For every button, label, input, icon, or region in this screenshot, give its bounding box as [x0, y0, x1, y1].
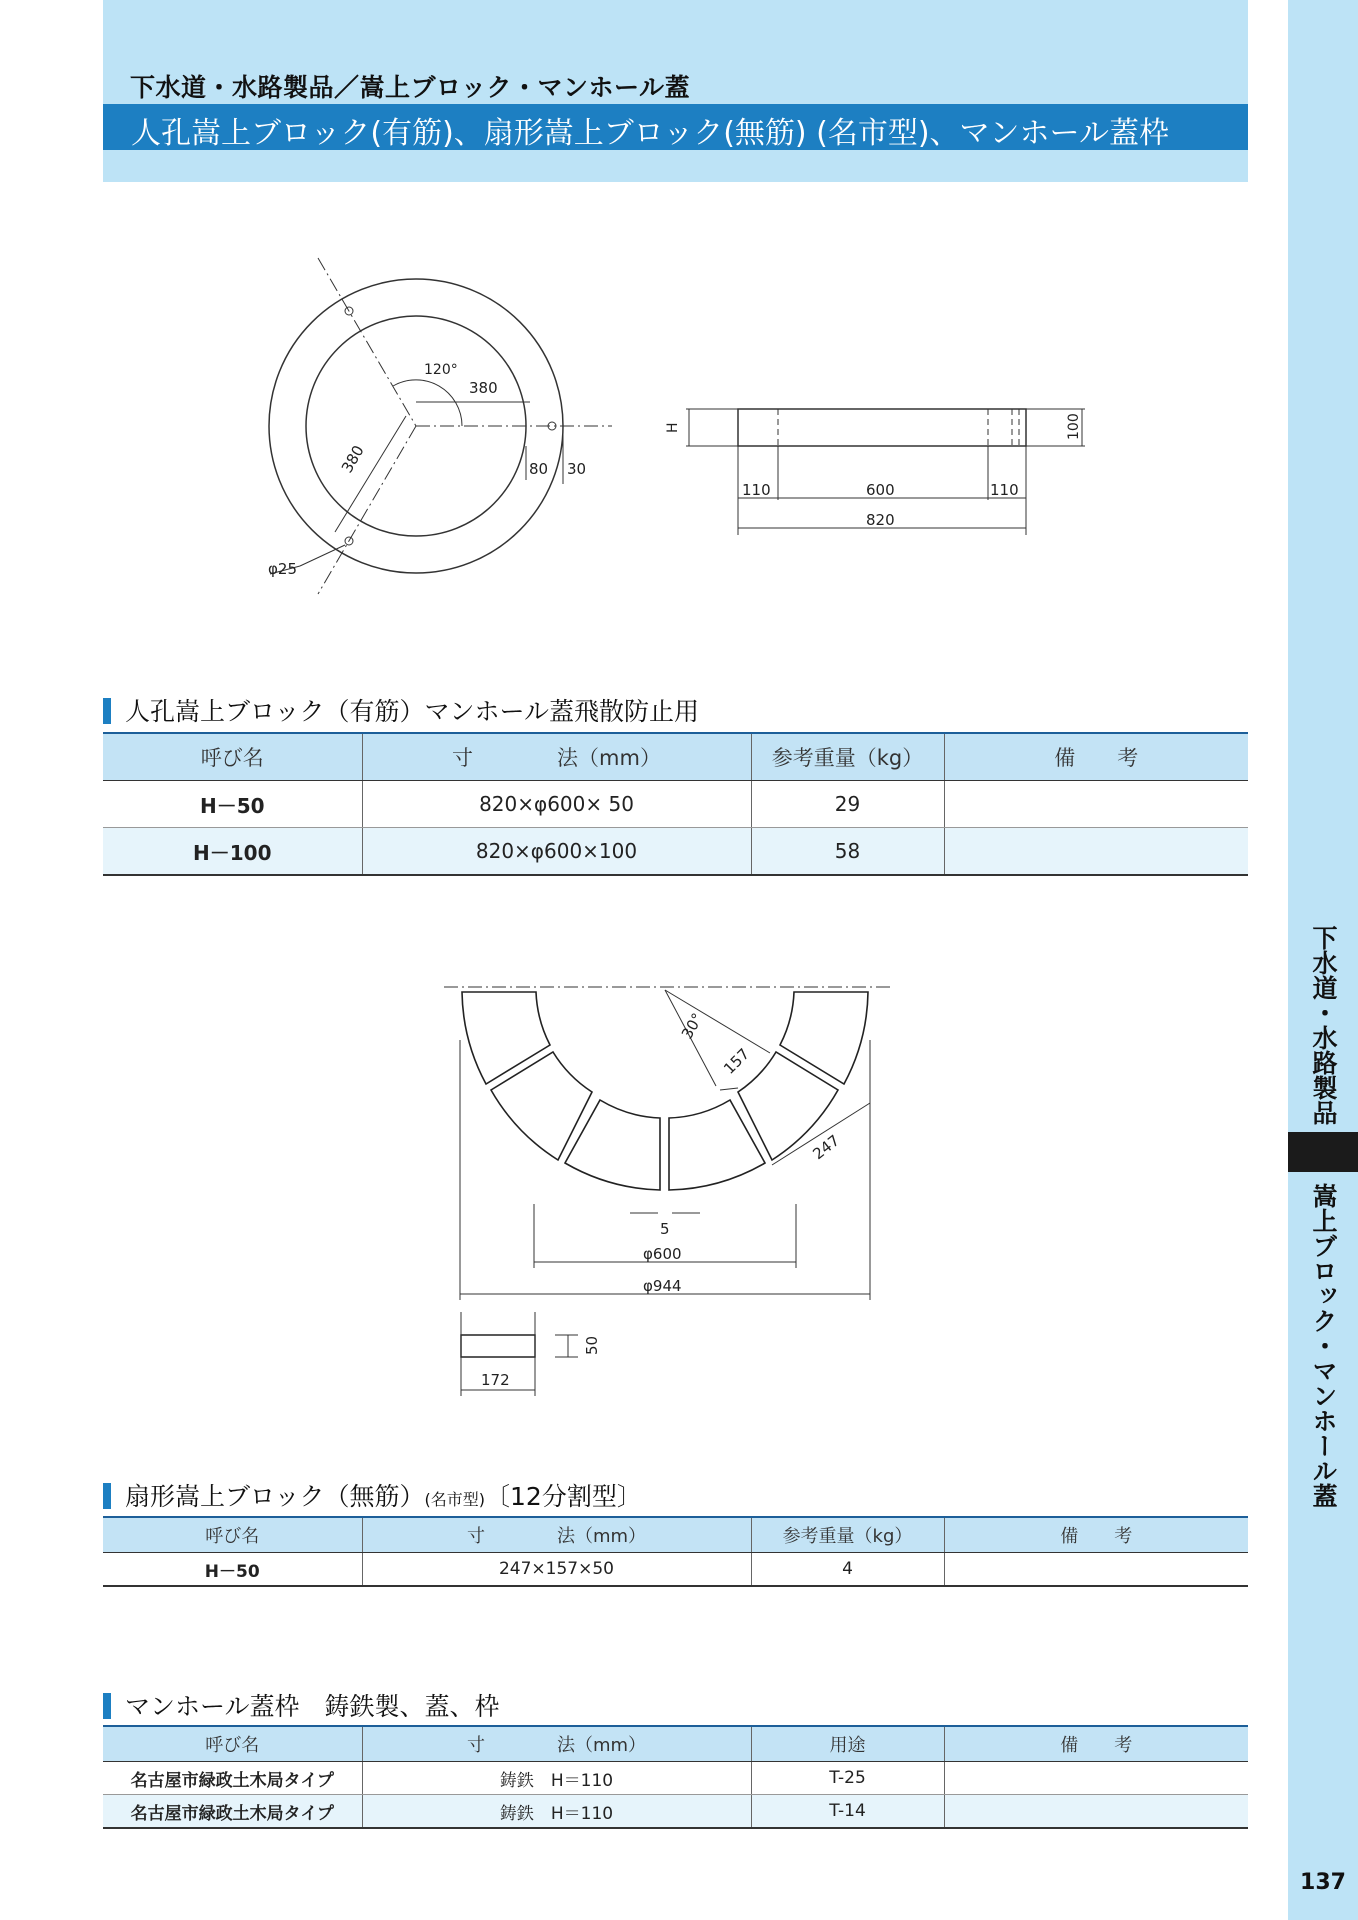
- sector-piece: [669, 1100, 765, 1190]
- sector-piece: [462, 992, 550, 1084]
- section2-title-main: 扇形嵩上ブロック（無筋）: [125, 1482, 425, 1511]
- col-weight: 参考重量（kg）: [751, 733, 944, 781]
- dim-157-label: 157: [720, 1044, 754, 1078]
- cell-name: 名古屋市緑政土木局タイプ: [103, 1762, 362, 1795]
- sector-piece: [491, 1052, 592, 1160]
- side-label-top: 下水道・水路製品: [1309, 925, 1338, 1125]
- cell-size: 247×157×50: [362, 1553, 751, 1587]
- section-marker: [103, 1483, 111, 1509]
- section1-title-text: 人孔嵩上ブロック（有筋）マンホール蓋飛散防止用: [125, 697, 700, 726]
- section2-title-tail: 〔12分割型〕: [485, 1482, 642, 1511]
- hole-label: φ25: [268, 560, 297, 578]
- outer-dia-label: φ944: [643, 1277, 682, 1295]
- height-100-label: 100: [1066, 413, 1082, 440]
- height-h-label: H: [665, 422, 681, 433]
- cell-size: 820×φ600× 50: [362, 781, 751, 828]
- cell-notes: [944, 1762, 1248, 1795]
- table-row: [103, 1795, 1248, 1829]
- table-header-row: [103, 1726, 1248, 1762]
- side-index-tab: [1288, 0, 1358, 1920]
- block-section: [461, 1335, 535, 1357]
- cell-notes: [944, 828, 1248, 876]
- dim-110a-label: 110: [742, 481, 771, 499]
- radius-label: 380: [469, 379, 498, 397]
- col-size: 寸 法（mm）: [362, 1517, 751, 1553]
- page-number: 137: [1300, 1870, 1346, 1895]
- gap-label: 5: [660, 1220, 670, 1238]
- table-header-row: [103, 733, 1248, 781]
- cell-weight: 4: [751, 1553, 944, 1587]
- inner-dia-label: φ600: [643, 1245, 682, 1263]
- dim-80-label: 80: [529, 460, 549, 478]
- table-header-row: [103, 1517, 1248, 1553]
- side-active-marker: [1288, 1132, 1358, 1172]
- cell-notes: [944, 1795, 1248, 1829]
- table-row: [103, 781, 1248, 828]
- section-marker: [103, 698, 111, 724]
- col-size: 寸 法（mm）: [362, 1726, 751, 1762]
- section2-title-small: (名市型): [424, 1490, 486, 1509]
- side-view-block: [738, 409, 1026, 446]
- side-label-bottom: 嵩上ブロック・マンホール蓋: [1309, 1182, 1338, 1508]
- section3-table: [103, 1725, 1248, 1829]
- cell-size: 820×φ600×100: [362, 828, 751, 876]
- ring-block-drawing: [250, 245, 1100, 605]
- section3-title-text: マンホール蓋枠 鋳鉄製、蓋、枠: [125, 1692, 500, 1721]
- col-size: 寸 法（mm）: [362, 733, 751, 781]
- col-name: 呼び名: [103, 1726, 362, 1762]
- title-bar: [103, 104, 1248, 150]
- col-usage: 用途: [751, 1726, 944, 1762]
- cell-size: 鋳鉄 H＝110: [362, 1795, 751, 1829]
- cell-name: H－50: [103, 781, 362, 828]
- cell-notes: [944, 1553, 1248, 1587]
- cell-name: 名古屋市緑政土木局タイプ: [103, 1795, 362, 1829]
- angle-30-label: 30°: [677, 1009, 707, 1042]
- thickness-label: 50: [583, 1335, 601, 1355]
- col-name: 呼び名: [103, 1517, 362, 1553]
- cell-usage: T-25: [751, 1762, 944, 1795]
- section2-title: [103, 1477, 642, 1513]
- dim-600-label: 600: [866, 481, 895, 499]
- table-row: [103, 1553, 1248, 1587]
- dim-247-label: 247: [809, 1131, 844, 1164]
- col-notes: 備 考: [944, 733, 1248, 781]
- cell-usage: T-14: [751, 1795, 944, 1829]
- section2-table: [103, 1516, 1248, 1587]
- cell-weight: 58: [751, 828, 944, 876]
- cell-name: H－100: [103, 828, 362, 876]
- col-name: 呼び名: [103, 733, 362, 781]
- cell-weight: 29: [751, 781, 944, 828]
- width-label: 172: [481, 1371, 510, 1389]
- cell-notes: [944, 781, 1248, 828]
- table-row: [103, 1762, 1248, 1795]
- dim-110b-label: 110: [990, 481, 1019, 499]
- radius-diag-label: 380: [337, 442, 368, 476]
- cell-name: H－50: [103, 1553, 362, 1587]
- sector-block-drawing: [440, 970, 920, 1410]
- table-row: [103, 828, 1248, 876]
- angle-label: 120°: [424, 362, 458, 378]
- section3-title: [103, 1687, 500, 1723]
- sector-piece: [780, 992, 868, 1084]
- col-notes: 備 考: [944, 1517, 1248, 1553]
- col-weight: 参考重量（kg）: [751, 1517, 944, 1553]
- section1-title: [103, 692, 699, 728]
- section-marker: [103, 1693, 111, 1719]
- cell-size: 鋳鉄 H＝110: [362, 1762, 751, 1795]
- total-820-label: 820: [866, 511, 895, 529]
- sector-piece: [565, 1100, 660, 1190]
- dim-30-label: 30: [567, 460, 587, 478]
- category-title: 下水道・水路製品／嵩上ブロック・マンホール蓋: [130, 73, 691, 102]
- col-notes: 備 考: [944, 1726, 1248, 1762]
- page-title: 人孔嵩上ブロック(有筋)、扇形嵩上ブロック(無筋) (名市型)、マンホール蓋枠: [131, 116, 1169, 151]
- section1-table: [103, 732, 1248, 876]
